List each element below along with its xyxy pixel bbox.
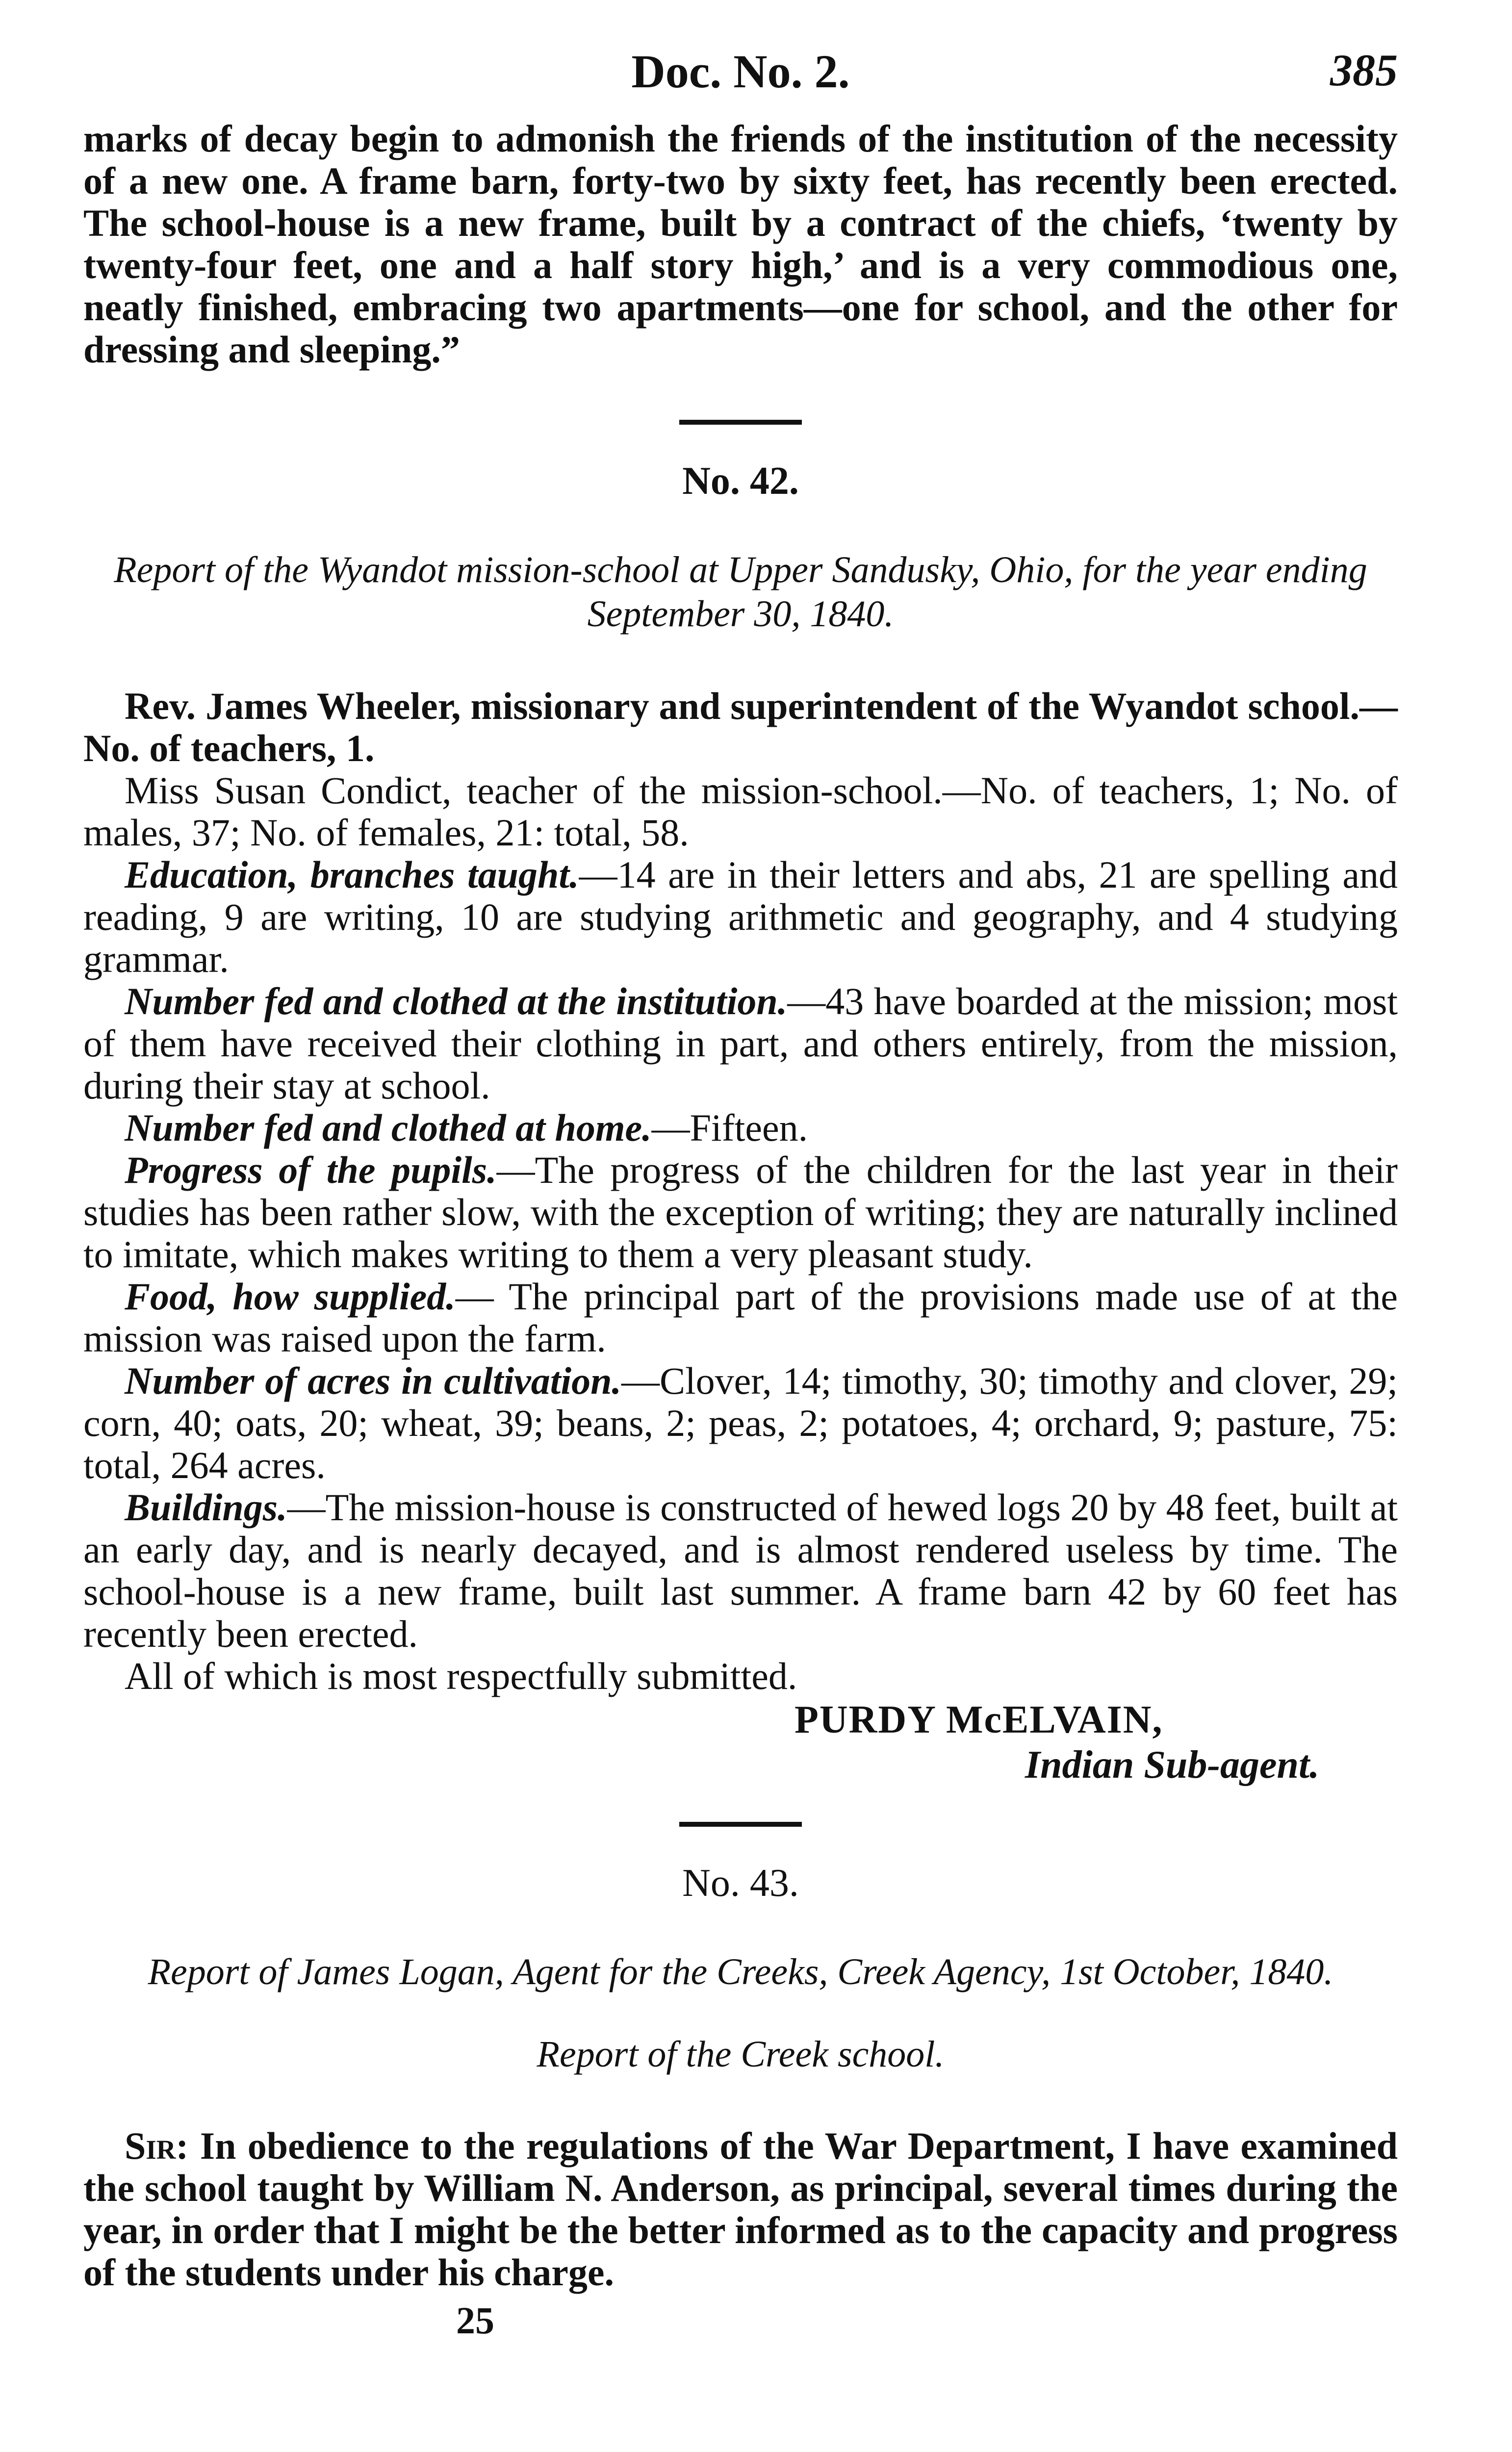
signatory-name: PURDY McELVAIN, (794, 1698, 1163, 1741)
section-43-number: No. 43. (682, 1862, 799, 1905)
paragraph-text: —Clover, 14; timothy, 30; timothy and clover, 29; corn, 40; oats, 20; wheat, 39; beans, 2; peas, 2; potatoes, 4; orchard, 9; pasture, 75: total, 264 acres. (83, 1359, 1398, 1486)
paragraph-text: All of which is most respectfully submitted. (125, 1655, 797, 1697)
paragraph-teacher (83, 769, 1398, 854)
paragraph-text: —The progress of the children for the last year in their studies has been rather slow, with the exception of writing; they are naturally inclined to imitate, which makes writing to them a very pleasant study. (83, 1149, 1398, 1276)
section-42-title: Report of the Wyandot mission-school at Upper Sandusky, Ohio, for the year ending September 30, 1840. (114, 549, 1367, 635)
signatory-title: Indian Sub-agent. (1025, 1743, 1320, 1787)
paragraph-heading: Food, how supplied. (125, 1275, 456, 1318)
document-title: Doc. No. 2. (631, 45, 850, 98)
paragraph-heading: Number of acres in cultivation. (125, 1359, 621, 1402)
section-42-signature (83, 1697, 1398, 1788)
section-divider (679, 420, 802, 425)
paragraph-buildings (83, 1486, 1398, 1655)
paragraph-heading: Progress of the pupils. (125, 1149, 497, 1191)
letter-text: : In obedience to the regulations of the War Department, I have examined the school taught by William N. Anderson, as principal, several times during the year, in order that I might be the better informed as to the capacity and progress of the students under his charge. (83, 2124, 1398, 2294)
signature-mark: 25 (456, 2299, 494, 2342)
paragraph-education (83, 854, 1398, 980)
paragraph-heading: Number fed and clothed at home. (125, 1106, 652, 1149)
paragraph-closing (83, 1655, 1398, 1697)
paragraph-fed-institution (83, 980, 1398, 1107)
section-42-number: No. 42. (682, 460, 799, 503)
page-number: 385 (1330, 45, 1398, 95)
paragraph-text: —Fifteen. (651, 1106, 808, 1149)
paragraph-text: —43 have boarded at the mission; most of them have received their clothing in part, and others entirely, from the mission, during their stay at school. (83, 980, 1398, 1107)
document-page (83, 44, 1398, 2452)
paragraph-text: —The mission-house is constructed of hewed logs 20 by 48 feet, built at an early day, and is nearly decayed, and is almost rendered useless by time. The school-house is a new frame, built last summer. A frame barn 42 by 60 feet has recently been erected. (83, 1486, 1398, 1655)
paragraph-food (83, 1276, 1398, 1360)
section-43-title: Report of James Logan, Agent for the Creeks, Creek Agency, 1st October, 1840. (148, 1951, 1333, 1992)
paragraph-acres (83, 1360, 1398, 1486)
paragraph-text: Rev. James Wheeler, missionary and superintendent of the Wyandot school.—No. of teachers, 1. (83, 685, 1398, 769)
section-42-body (83, 685, 1398, 1697)
paragraph-heading: Number fed and clothed at the institution. (125, 980, 788, 1022)
page-header (83, 44, 1398, 118)
paragraph-heading: Buildings. (125, 1486, 287, 1529)
paragraph-superintendent (83, 685, 1398, 769)
paragraph-heading: Education, branches taught. (125, 853, 579, 896)
paragraph-fed-home (83, 1107, 1398, 1149)
section-43-subheading: Report of the Creek school. (537, 2034, 945, 2075)
paragraph-text: —14 are in their letters and abs, 21 are spelling and reading, 9 are writing, 10 are studying arithmetic and geography, and 4 studying grammar. (83, 853, 1398, 980)
salutation: Sir (125, 2124, 176, 2167)
paragraph-progress (83, 1149, 1398, 1276)
continued-paragraph: marks of decay begin to admonish the friends of the institution of the necessity of a new one. A frame barn, forty-two by sixty feet, has recently been erected. The school-house is a new frame, built by a contract of the chiefs, ‘twenty by twenty-four feet, one and a half story high,’ and is a very commodious one, neatly finished, embracing two apartments—one for school, and the other for dressing and sleeping.” (83, 117, 1398, 371)
section-divider (679, 1822, 802, 1827)
paragraph-text: — The principal part of the provisions made use of at the mission was raised upon the farm. (83, 1275, 1398, 1360)
paragraph-text: Miss Susan Condict, teacher of the mission-school.—No. of teachers, 1; No. of males, 37; No. of females, 21: total, 58. (83, 769, 1398, 854)
section-43-letter (83, 2125, 1398, 2294)
